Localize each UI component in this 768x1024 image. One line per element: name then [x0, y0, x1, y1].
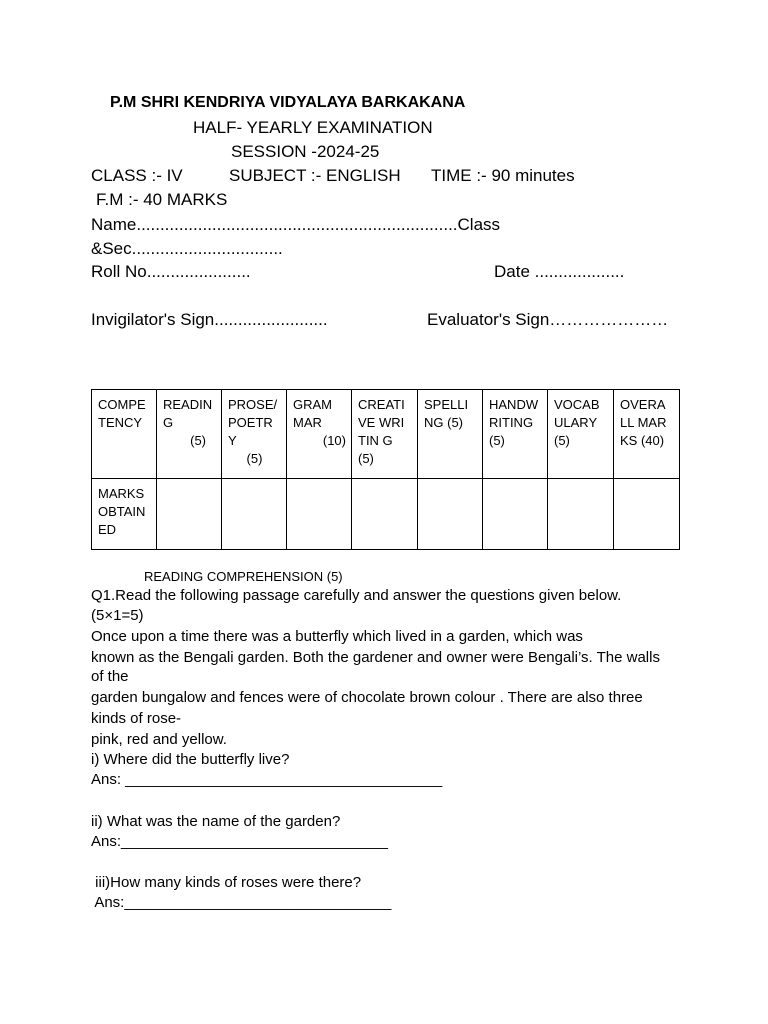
roll-no-field: Roll No...................... — [91, 262, 251, 281]
marks-cell-reading — [157, 479, 222, 550]
section-field: &Sec................................ — [91, 239, 283, 258]
table-row — [92, 479, 680, 550]
marks-cell-creative-writing — [352, 479, 418, 550]
passage-line: kinds of rose- — [91, 710, 182, 727]
passage-line: known as the Bengali garden. Both the gardener and owner were Bengali’s. The walls — [91, 649, 660, 666]
time-line: TIME :- 90 minutes — [431, 166, 575, 185]
subject-line: SUBJECT :- ENGLISH — [229, 166, 401, 185]
school-name: P.M SHRI KENDRIYA VIDYALAYA BARKAKANA — [110, 94, 466, 111]
marks-cell-vocabulary — [548, 479, 614, 550]
evaluator-sign-field: Evaluator's Sign………………… — [427, 310, 669, 329]
question-1-marks: (5×1=5) — [91, 607, 144, 624]
marks-cell-grammar — [287, 479, 352, 550]
exam-title: HALF- YEARLY EXAMINATION — [193, 118, 433, 137]
marks-cell-handwriting — [483, 479, 548, 550]
header-reading: READIN G (5) — [157, 390, 222, 479]
section-title: READING COMPREHENSION (5) — [144, 569, 343, 584]
marks-cell-overall — [614, 479, 680, 550]
question-iii: iii)How many kinds of roses were there? — [91, 874, 362, 891]
full-marks-line: F.M :- 40 MARKS — [96, 190, 228, 209]
header-prose-poetry: PROSE/ POETR Y (5) — [222, 390, 287, 479]
session: SESSION -2024-25 — [231, 142, 380, 161]
question-i: i) Where did the butterfly live? — [91, 751, 290, 768]
header-handwriting: HANDW RITING (5) — [483, 390, 548, 479]
header-spelling: SPELLI NG (5) — [418, 390, 483, 479]
name-field: Name....................................................................Class — [91, 215, 501, 234]
answer-line-ii: Ans:________________________________ — [91, 833, 388, 850]
marks-cell-prose-poetry — [222, 479, 287, 550]
header-grammar: GRAM MAR (10) — [287, 390, 352, 479]
row-label-marks-obtained: MARKS OBTAIN ED — [92, 479, 157, 550]
passage-line: Once upon a time there was a butterfly which lived in a garden, which was — [91, 628, 583, 645]
header-overall-marks: OVERA LL MARKS (40) — [614, 390, 680, 479]
class-line: CLASS :- IV — [91, 166, 183, 185]
answer-line-i: Ans: ______________________________________ — [91, 771, 443, 788]
invigilator-sign-field: Invigilator's Sign........................ — [91, 310, 328, 329]
header-vocabulary: VOCAB ULARY (5) — [548, 390, 614, 479]
header-competency: COMPE TENCY — [92, 390, 157, 479]
answer-line-iii: Ans:________________________________ — [91, 894, 392, 911]
question-ii: ii) What was the name of the garden? — [91, 813, 341, 830]
marks-table — [91, 389, 680, 550]
passage-line: of the — [91, 668, 129, 685]
header-creative-writing: CREATI VE WRITIN G (5) — [352, 390, 418, 479]
passage-line: garden bungalow and fences were of chocolate brown colour . There are also three — [91, 689, 643, 706]
date-field: Date ................... — [494, 262, 625, 281]
table-header-row — [92, 390, 680, 479]
passage-line: pink, red and yellow. — [91, 731, 227, 748]
question-1-instruction: Q1.Read the following passage carefully and answer the questions given below. — [91, 587, 622, 604]
marks-cell-spelling — [418, 479, 483, 550]
